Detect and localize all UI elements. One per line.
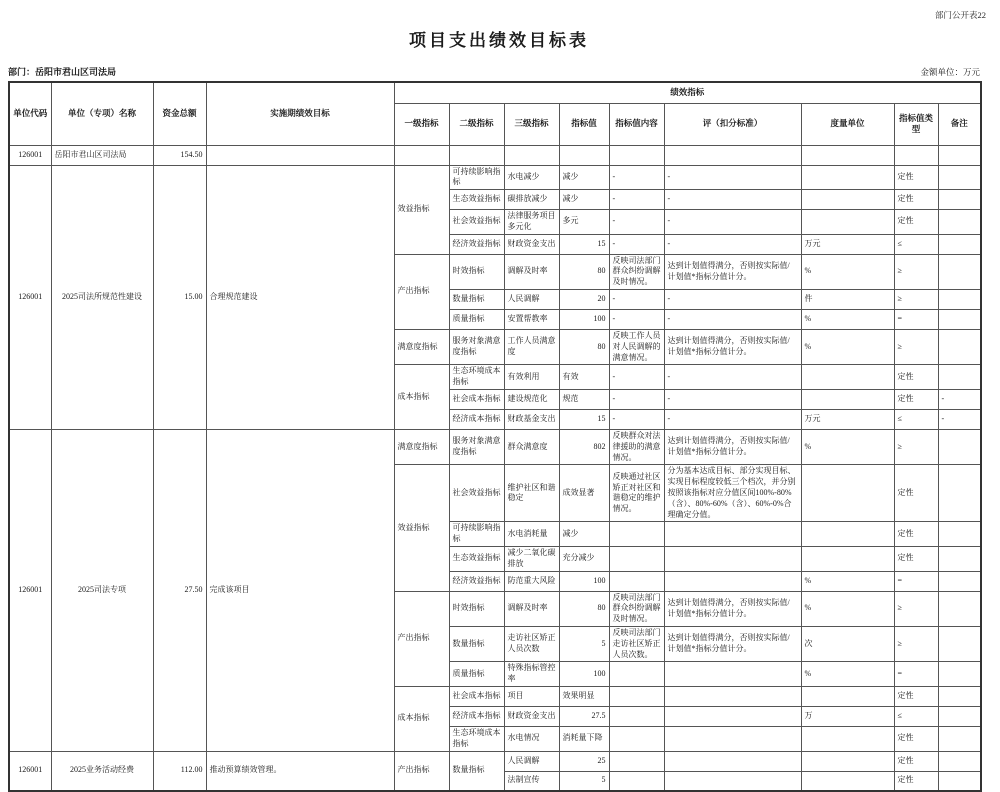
unit-measure-cell: % <box>801 330 894 365</box>
fund-amount-cell: 15.00 <box>153 165 206 430</box>
amount-unit-label: 金额单位：万元 <box>920 67 980 77</box>
note-cell <box>938 547 981 572</box>
unit-measure-cell <box>801 727 894 752</box>
level3-cell: 群众满意度 <box>504 430 559 465</box>
level3-cell: 走访社区矫正人员次数 <box>504 627 559 662</box>
level2-cell: 质量指标 <box>449 662 504 687</box>
unit-measure-cell: % <box>801 430 894 465</box>
unit-measure-cell <box>801 390 894 410</box>
evaluation-cell: 达到计划值得满分，否则按实际值/计划值*指标分值计分。 <box>664 430 801 465</box>
indicator-value-cell: 15 <box>559 410 609 430</box>
table-row <box>9 430 981 465</box>
note-cell <box>938 522 981 547</box>
unit-measure-cell: 万元 <box>801 410 894 430</box>
value-type-cell: ≥ <box>894 591 938 626</box>
fund-amount-cell: 112.00 <box>153 751 206 791</box>
unit-measure-cell <box>801 522 894 547</box>
unit-measure-cell <box>801 751 894 771</box>
col-header-total-amount: 资金总额 <box>153 82 206 145</box>
indicator-content-cell <box>609 751 664 771</box>
evaluation-cell <box>664 662 801 687</box>
level1-cell: 效益指标 <box>394 165 449 254</box>
evaluation-cell: - <box>664 190 801 210</box>
level2-cell: 生态环境成本指标 <box>449 727 504 752</box>
col-header-evaluation: 评（扣分标准） <box>664 103 801 145</box>
level1-cell: 满意度指标 <box>394 330 449 365</box>
col-header-level1: 一级指标 <box>394 103 449 145</box>
indicator-value-cell: 20 <box>559 290 609 310</box>
meta-row <box>8 65 980 78</box>
level1-cell: 效益指标 <box>394 465 449 591</box>
unit-measure-cell: % <box>801 591 894 626</box>
evaluation-cell: - <box>664 290 801 310</box>
value-type-cell: 定性 <box>894 727 938 752</box>
indicator-value-cell: 减少 <box>559 165 609 190</box>
indicator-content-cell <box>609 571 664 591</box>
period-target-cell: 推动预算绩效管理。 <box>206 751 394 791</box>
note-cell <box>938 707 981 727</box>
level3-cell <box>504 145 559 165</box>
col-header-impl-target: 实施期绩效目标 <box>206 82 394 145</box>
note-cell <box>938 254 981 289</box>
unit-code-cell: 126001 <box>9 145 51 165</box>
indicator-value-cell: 100 <box>559 310 609 330</box>
level3-cell: 安置帮教率 <box>504 310 559 330</box>
indicator-content-cell <box>609 771 664 791</box>
unit-measure-cell <box>801 547 894 572</box>
table-body <box>9 145 981 791</box>
table-row <box>9 751 981 771</box>
evaluation-cell <box>664 571 801 591</box>
level1-cell: 满意度指标 <box>394 430 449 465</box>
evaluation-cell <box>664 145 801 165</box>
col-header-level3: 三级指标 <box>504 103 559 145</box>
value-type-cell: 定性 <box>894 390 938 410</box>
unit-measure-cell <box>801 210 894 235</box>
evaluation-cell <box>664 522 801 547</box>
indicator-content-cell: - <box>609 310 664 330</box>
evaluation-cell: - <box>664 234 801 254</box>
value-type-cell: 定性 <box>894 165 938 190</box>
evaluation-cell: - <box>664 410 801 430</box>
value-type-cell: ≤ <box>894 410 938 430</box>
indicator-value-cell: 100 <box>559 571 609 591</box>
unit-code-cell: 126001 <box>9 751 51 791</box>
level2-cell: 社会效益指标 <box>449 465 504 522</box>
value-type-cell: = <box>894 662 938 687</box>
level1-cell: 产出指标 <box>394 254 449 329</box>
indicator-content-cell <box>609 727 664 752</box>
indicator-content-cell <box>609 687 664 707</box>
indicator-content-cell <box>609 707 664 727</box>
unit-code-cell: 126001 <box>9 430 51 752</box>
level2-cell: 时效指标 <box>449 591 504 626</box>
performance-target-table <box>8 81 982 792</box>
note-cell <box>938 771 981 791</box>
indicator-content-cell: 反映司法部门群众纠纷调解及时情况。 <box>609 254 664 289</box>
indicator-content-cell: 反映通过社区矫正对社区和谐稳定的维护情况。 <box>609 465 664 522</box>
unit-name-cell: 2025业务活动经费 <box>51 751 153 791</box>
indicator-content-cell: - <box>609 390 664 410</box>
level3-cell: 财政基金支出 <box>504 410 559 430</box>
level1-cell <box>394 145 449 165</box>
indicator-content-cell: 反映司法部门群众纠纷调解及时情况。 <box>609 591 664 626</box>
note-cell <box>938 330 981 365</box>
level3-cell: 建设规范化 <box>504 390 559 410</box>
value-type-cell: = <box>894 571 938 591</box>
level2-cell: 社会效益指标 <box>449 210 504 235</box>
indicator-value-cell: 多元 <box>559 210 609 235</box>
note-cell <box>938 662 981 687</box>
value-type-cell <box>894 145 938 165</box>
value-type-cell: ≤ <box>894 707 938 727</box>
level3-cell: 特殊指标管控率 <box>504 662 559 687</box>
evaluation-cell: - <box>664 390 801 410</box>
level2-cell: 可持续影响指标 <box>449 165 504 190</box>
unit-measure-cell: 件 <box>801 290 894 310</box>
indicator-value-cell: 效果明显 <box>559 687 609 707</box>
note-cell: - <box>938 410 981 430</box>
evaluation-cell <box>664 687 801 707</box>
period-target-cell <box>206 145 394 165</box>
page-title: 项目支出绩效目标表 <box>409 31 589 50</box>
unit-measure-cell <box>801 145 894 165</box>
evaluation-cell <box>664 751 801 771</box>
indicator-value-cell: 规范 <box>559 390 609 410</box>
indicator-content-cell: - <box>609 410 664 430</box>
indicator-value-cell: 80 <box>559 591 609 626</box>
indicator-value-cell: 成效显著 <box>559 465 609 522</box>
level1-cell: 成本指标 <box>394 365 449 430</box>
period-target-cell: 完成该项目 <box>206 430 394 752</box>
level2-cell: 质量指标 <box>449 310 504 330</box>
period-target-cell: 合理规范建设 <box>206 165 394 430</box>
evaluation-cell: 达到计划值得满分，否则按实际值/计划值*指标分值计分。 <box>664 591 801 626</box>
indicator-value-cell: 有效 <box>559 365 609 390</box>
unit-name-cell: 岳阳市君山区司法局 <box>51 145 153 165</box>
unit-measure-cell: 次 <box>801 627 894 662</box>
evaluation-cell <box>664 771 801 791</box>
indicator-content-cell: - <box>609 365 664 390</box>
level3-cell: 碳排放减少 <box>504 190 559 210</box>
department-label: 部门：岳阳市君山区司法局 <box>8 67 117 77</box>
evaluation-cell: - <box>664 165 801 190</box>
note-cell <box>938 234 981 254</box>
level3-cell: 水电消耗量 <box>504 522 559 547</box>
value-type-cell: 定性 <box>894 771 938 791</box>
note-cell <box>938 365 981 390</box>
col-header-level2: 二级指标 <box>449 103 504 145</box>
value-type-cell: 定性 <box>894 687 938 707</box>
unit-measure-cell <box>801 165 894 190</box>
evaluation-cell: - <box>664 365 801 390</box>
level3-cell: 调解及时率 <box>504 591 559 626</box>
note-cell <box>938 727 981 752</box>
level1-cell: 产出指标 <box>394 591 449 686</box>
level3-cell: 人民调解 <box>504 290 559 310</box>
unit-measure-cell: % <box>801 662 894 687</box>
level3-cell: 法制宣传 <box>504 771 559 791</box>
level3-cell: 人民调解 <box>504 751 559 771</box>
evaluation-cell <box>664 727 801 752</box>
level2-cell: 可持续影响指标 <box>449 522 504 547</box>
col-header-indicator-content: 指标值内容 <box>609 103 664 145</box>
col-header-perf-group: 绩效指标 <box>394 82 981 103</box>
level3-cell: 有效利用 <box>504 365 559 390</box>
value-type-cell: 定性 <box>894 547 938 572</box>
level2-cell <box>449 145 504 165</box>
fund-amount-cell: 154.50 <box>153 145 206 165</box>
note-cell <box>938 571 981 591</box>
value-type-cell: ≥ <box>894 330 938 365</box>
value-type-cell: ≥ <box>894 430 938 465</box>
unit-name-cell: 2025司法专项 <box>51 430 153 752</box>
unit-code-cell: 126001 <box>9 165 51 430</box>
level2-cell: 数量指标 <box>449 290 504 310</box>
unit-measure-cell: % <box>801 310 894 330</box>
note-cell <box>938 465 981 522</box>
indicator-value-cell: 802 <box>559 430 609 465</box>
note-cell <box>938 210 981 235</box>
value-type-cell: ≥ <box>894 290 938 310</box>
evaluation-cell: - <box>664 310 801 330</box>
col-header-indicator-value: 指标值 <box>559 103 609 145</box>
evaluation-cell: 达到计划值得满分，否则按实际值/计划值*指标分值计分。 <box>664 330 801 365</box>
col-header-value-type: 指标值类型 <box>894 103 938 145</box>
indicator-content-cell: - <box>609 234 664 254</box>
col-header-note: 备注 <box>938 103 981 145</box>
level2-cell: 经济效益指标 <box>449 571 504 591</box>
unit-name-cell: 2025司法所规范性建设 <box>51 165 153 430</box>
level3-cell: 法律服务项目多元化 <box>504 210 559 235</box>
indicator-value-cell: 80 <box>559 254 609 289</box>
note-cell <box>938 751 981 771</box>
level2-cell: 服务对象满意度指标 <box>449 330 504 365</box>
indicator-value-cell <box>559 145 609 165</box>
indicator-content-cell: - <box>609 165 664 190</box>
value-type-cell: ≤ <box>894 234 938 254</box>
level2-cell: 生态效益指标 <box>449 547 504 572</box>
unit-measure-cell <box>801 771 894 791</box>
level1-cell: 产出指标 <box>394 751 449 791</box>
level3-cell: 项目 <box>504 687 559 707</box>
level2-cell: 经济效益指标 <box>449 234 504 254</box>
indicator-value-cell: 15 <box>559 234 609 254</box>
level2-cell: 服务对象满意度指标 <box>449 430 504 465</box>
level2-cell: 生态效益指标 <box>449 190 504 210</box>
col-header-unit-name: 单位（专项）名称 <box>51 82 153 145</box>
unit-measure-cell <box>801 687 894 707</box>
indicator-value-cell: 减少 <box>559 190 609 210</box>
indicator-content-cell: - <box>609 290 664 310</box>
value-type-cell: 定性 <box>894 210 938 235</box>
value-type-cell: 定性 <box>894 522 938 547</box>
evaluation-cell: - <box>664 210 801 235</box>
value-type-cell: ≥ <box>894 254 938 289</box>
col-header-unit-code: 单位代码 <box>9 82 51 145</box>
indicator-value-cell: 消耗量下降 <box>559 727 609 752</box>
evaluation-cell <box>664 707 801 727</box>
note-cell <box>938 310 981 330</box>
level3-cell: 财政资金支出 <box>504 234 559 254</box>
indicator-content-cell <box>609 145 664 165</box>
level3-cell: 防范重大风险 <box>504 571 559 591</box>
note-cell <box>938 190 981 210</box>
note-cell <box>938 145 981 165</box>
level3-cell: 维护社区和谐稳定 <box>504 465 559 522</box>
indicator-content-cell <box>609 547 664 572</box>
level2-cell: 时效指标 <box>449 254 504 289</box>
value-type-cell: 定性 <box>894 751 938 771</box>
indicator-content-cell: - <box>609 190 664 210</box>
value-type-cell: 定性 <box>894 365 938 390</box>
level2-cell: 数量指标 <box>449 751 504 791</box>
level2-cell: 生态环境成本指标 <box>449 365 504 390</box>
note-cell <box>938 591 981 626</box>
level2-cell: 社会成本指标 <box>449 390 504 410</box>
note-cell: - <box>938 390 981 410</box>
indicator-content-cell: 反映群众对法律援助的满意情况。 <box>609 430 664 465</box>
indicator-content-cell <box>609 662 664 687</box>
note-cell <box>938 430 981 465</box>
indicator-value-cell: 100 <box>559 662 609 687</box>
col-header-measure-unit: 度量单位 <box>801 103 894 145</box>
indicator-content-cell <box>609 522 664 547</box>
value-type-cell: 定性 <box>894 190 938 210</box>
unit-measure-cell: 万 <box>801 707 894 727</box>
form-number-label: 部门公开表22 <box>934 10 986 20</box>
value-type-cell: = <box>894 310 938 330</box>
unit-measure-cell: 万元 <box>801 234 894 254</box>
note-cell <box>938 627 981 662</box>
indicator-value-cell: 80 <box>559 330 609 365</box>
level2-cell: 数量指标 <box>449 627 504 662</box>
unit-measure-cell: % <box>801 254 894 289</box>
unit-measure-cell <box>801 365 894 390</box>
level3-cell: 财政资金支出 <box>504 707 559 727</box>
note-cell <box>938 687 981 707</box>
fund-amount-cell: 27.50 <box>153 430 206 752</box>
level3-cell: 水电减少 <box>504 165 559 190</box>
indicator-content-cell: 反映司法部门走访社区矫正人员次数。 <box>609 627 664 662</box>
level3-cell: 工作人员满意度 <box>504 330 559 365</box>
indicator-value-cell: 27.5 <box>559 707 609 727</box>
level3-cell: 调解及时率 <box>504 254 559 289</box>
indicator-content-cell: - <box>609 210 664 235</box>
indicator-value-cell: 5 <box>559 771 609 791</box>
indicator-value-cell: 25 <box>559 751 609 771</box>
value-type-cell: 定性 <box>894 465 938 522</box>
level2-cell: 社会成本指标 <box>449 687 504 707</box>
evaluation-cell <box>664 547 801 572</box>
level3-cell: 水电情况 <box>504 727 559 752</box>
unit-measure-cell: % <box>801 571 894 591</box>
unit-measure-cell <box>801 190 894 210</box>
unit-measure-cell <box>801 465 894 522</box>
note-cell <box>938 290 981 310</box>
evaluation-cell: 分为基本达成目标、部分实现目标、实现目标程度较低三个档次，并分别按照该指标对应分值区间100%-80%（含）、80%-60%（含）、60%-0%合理确定分值。 <box>664 465 801 522</box>
indicator-value-cell: 充分减少 <box>559 547 609 572</box>
level1-cell: 成本指标 <box>394 687 449 752</box>
level2-cell: 经济成本指标 <box>449 707 504 727</box>
indicator-value-cell: 减少 <box>559 522 609 547</box>
table-row <box>9 145 981 165</box>
value-type-cell: ≥ <box>894 627 938 662</box>
level3-cell: 减少二氧化碳排放 <box>504 547 559 572</box>
indicator-content-cell: 反映工作人员对人民调解的满意情况。 <box>609 330 664 365</box>
table-row <box>9 165 981 190</box>
evaluation-cell: 达到计划值得满分，否则按实际值/计划值*指标分值计分。 <box>664 627 801 662</box>
level2-cell: 经济成本指标 <box>449 410 504 430</box>
indicator-value-cell: 5 <box>559 627 609 662</box>
note-cell <box>938 165 981 190</box>
evaluation-cell: 达到计划值得满分，否则按实际值/计划值*指标分值计分。 <box>664 254 801 289</box>
